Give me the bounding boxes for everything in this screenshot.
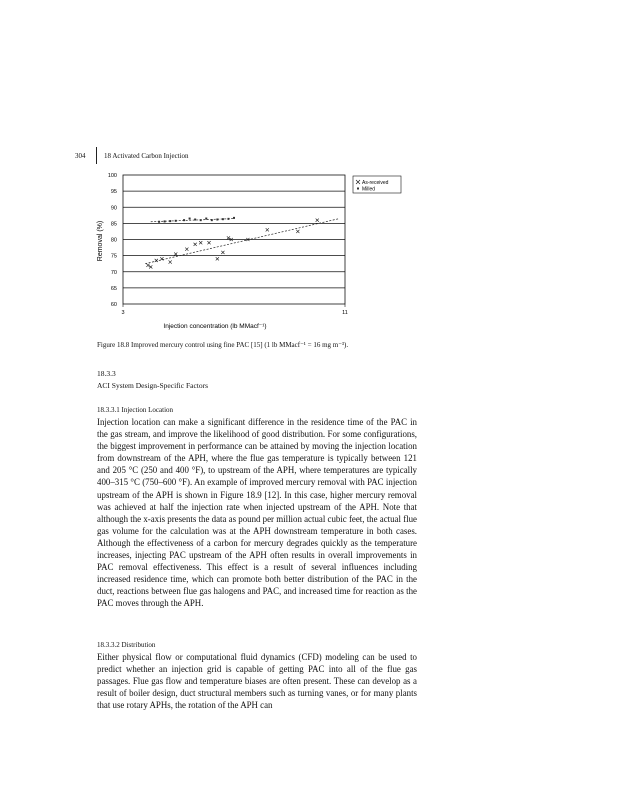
- paragraph-text: Either physical flow or computational fluid dynamics (CFD) modeling can be used to predict whether an injection grid is capable of getting PAC into all of the flue gas passages. Flue gas flow and temperature biases are often present. These can develop as a result of boiler design, duct structural members such as turning vanes, or for many plants that use rotary APHs, the rotation of the APH can: [97, 652, 417, 711]
- data-point: [216, 219, 218, 221]
- paragraph-injection-location: [97, 416, 417, 610]
- y-tick-label: 60: [110, 302, 117, 308]
- data-point: [227, 236, 230, 239]
- data-point: [207, 241, 210, 244]
- data-point: [233, 217, 235, 219]
- data-point: [149, 265, 152, 268]
- data-point: [200, 219, 202, 221]
- data-point: [296, 230, 299, 233]
- data-point: [194, 243, 197, 246]
- paragraph-distribution: [97, 651, 417, 711]
- data-point: [175, 220, 177, 222]
- data-point: [158, 221, 160, 223]
- paragraph-text: Injection location can make a significant difference in the residence time of the PAC in the gas stream, and improve the likelihood of good distribution. For some configurations, the biggest improvement in performance can be attained by moving the injection location from downstream of the APH, where the flue gas temperature is typically between 121 and 205 °C (250 and 400 °F), to upstream of the APH, where temperatures are typically 400–315 °C (750–600 °F). An example of improved mercury removal with PAC injection upstream of the APH is shown in Figure 18.9 [12]. In this case, higher mercury removal was achieved at half the injection rate when injected upstream of the APH. Note that although the x-axis presents the data as pound per million actual cubic feet, the actual flue gas volume for the calculation was at the APH downstream temperature in both cases. Although the effectiveness of a carbon for mercury degrades quickly as the temperature increases, injecting PAC upstream of the APH often results in overall improvements in PAC removal effectiveness. This effect is a result of several influences including increased residence time, which can promote both better distribution of the PAC in the duct, reactions between flue gas halogens and PAC, and increased time for reaction as the PAC moves through the APH.: [97, 417, 417, 609]
- data-point: [189, 218, 191, 220]
- legend-marker: [357, 188, 359, 190]
- data-point: [211, 219, 213, 221]
- data-point: [183, 219, 185, 221]
- x-tick-label: 11: [342, 310, 348, 316]
- data-point: [146, 264, 149, 267]
- section-title: ACI System Design-Specific Factors: [97, 381, 209, 390]
- data-point: [169, 260, 172, 263]
- data-point: [199, 241, 202, 244]
- data-point: [216, 257, 219, 260]
- series-as-received: [145, 219, 339, 269]
- figure-chart: [90, 170, 410, 335]
- y-tick-label: 95: [110, 189, 117, 196]
- subsection-heading-distribution: 18.3.3.2 Distribution: [97, 641, 156, 649]
- subsection-heading-injection-location: 18.3.3.1 Injection Location: [97, 406, 174, 414]
- data-point: [160, 257, 163, 260]
- data-point: [222, 218, 224, 220]
- data-point: [155, 259, 158, 262]
- figure-caption: Figure 18.8 Improved mercury control using fine PAC [15] (1 lb MMacf⁻¹ = 16 mg m⁻³).: [97, 341, 349, 349]
- data-point: [164, 220, 166, 222]
- running-header: [60, 151, 560, 165]
- chart-svg: [90, 170, 410, 335]
- y-tick-label: 65: [110, 285, 117, 292]
- section-number: 18.3.3: [97, 369, 116, 378]
- y-tick-label: 90: [110, 205, 117, 212]
- data-point: [169, 220, 171, 222]
- y-axis-label: Removal (%): [97, 220, 104, 262]
- data-point: [227, 218, 229, 220]
- chapter-title: 18 Activated Carbon Injection: [104, 152, 189, 160]
- data-point: [266, 228, 269, 231]
- data-point: [205, 218, 207, 220]
- x-axis-label: Injection concentration (lb MMacf⁻¹): [163, 323, 267, 330]
- data-point: [316, 219, 319, 222]
- y-tick-label: 80: [110, 237, 117, 244]
- trend-line: [151, 219, 234, 222]
- page-number: 304: [75, 152, 86, 160]
- legend-label: Milled: [362, 186, 376, 193]
- y-tick-label: 100: [107, 173, 117, 179]
- legend-label: As-received: [362, 180, 389, 186]
- data-point: [174, 252, 177, 255]
- data-point: [221, 251, 224, 254]
- trend-line: [145, 219, 339, 264]
- x-tick-label: 3: [121, 310, 125, 316]
- data-point: [194, 219, 196, 221]
- y-tick-label: 75: [110, 253, 117, 260]
- series-milled: [151, 217, 235, 223]
- header-divider: [96, 147, 97, 164]
- y-tick-label: 70: [110, 269, 117, 276]
- data-point: [185, 248, 188, 251]
- y-tick-label: 85: [110, 221, 117, 228]
